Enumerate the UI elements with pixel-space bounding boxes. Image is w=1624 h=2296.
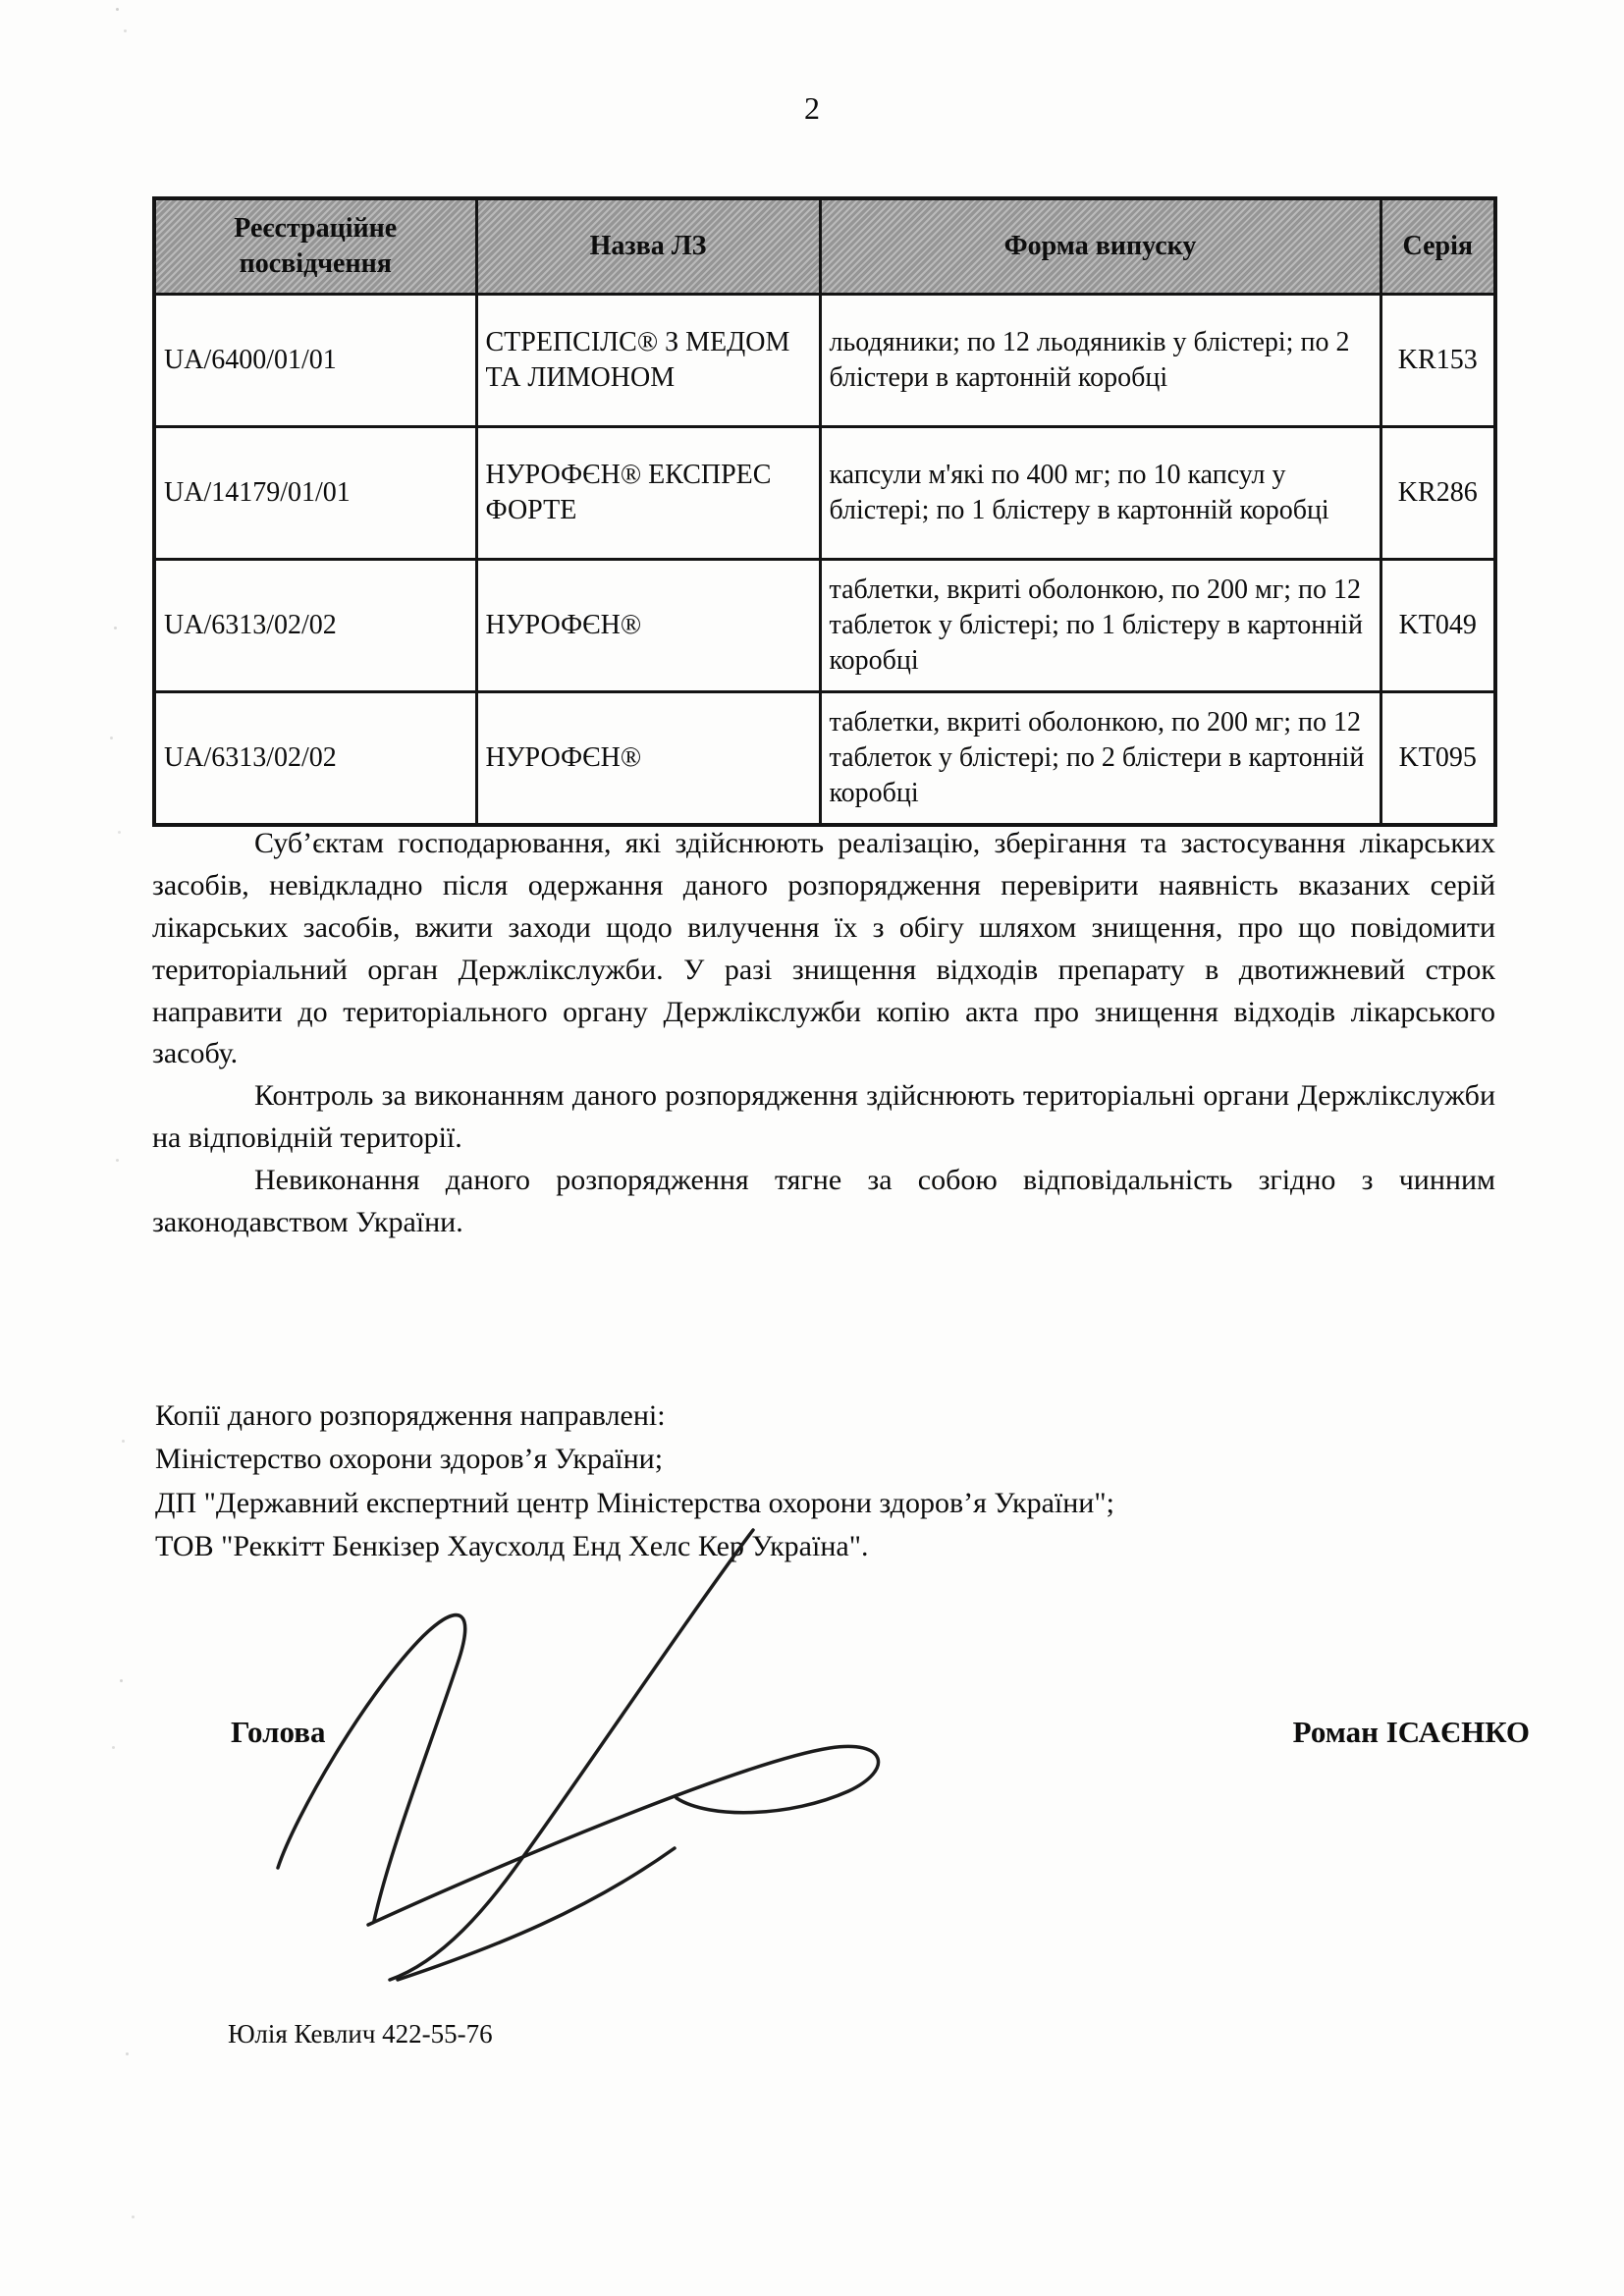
table-row — [154, 692, 1495, 826]
cell-series: KR286 — [1380, 427, 1495, 560]
table-header-row — [154, 198, 1495, 295]
table-row — [154, 560, 1495, 692]
body-paragraph: Невиконання даного розпорядження тягне за собою відповідальність згідно з чинним законодавством України. — [152, 1164, 1495, 1239]
cell-name: СТРЕПСІЛС® З МЕДОМ ТА ЛИМОНОМ — [476, 295, 820, 427]
cell-certificate: UA/6313/02/02 — [154, 560, 476, 692]
scan-speckles — [116, 8, 119, 11]
contact-footer: Юлія Кевлич 422-55-76 — [228, 2019, 493, 2049]
cell-series: KR153 — [1380, 295, 1495, 427]
table-row — [154, 427, 1495, 560]
cell-name: НУРОФЄН® ЕКСПРЕС ФОРТЕ — [476, 427, 820, 560]
copies-heading: Копії даного розпорядження направлені: — [155, 1399, 666, 1432]
handwritten-signature-icon — [250, 1524, 898, 1986]
cell-name: НУРОФЄН® — [476, 692, 820, 826]
copies-line: ТОВ "Реккітт Бенкізер Хаусхолд Енд Хелс Кер Україна". — [155, 1530, 869, 1563]
table-row — [154, 295, 1495, 427]
col-header-form: Форма випуску — [820, 198, 1380, 295]
cell-name: НУРОФЄН® — [476, 560, 820, 692]
cell-certificate: UA/6400/01/01 — [154, 295, 476, 427]
cell-form: таблетки, вкриті оболонкою, по 200 мг; по 12 таблеток у блістері; по 1 блістеру в картонній коробці — [820, 560, 1380, 692]
cell-form: таблетки, вкриті оболонкою, по 200 мг; по 12 таблеток у блістері; по 2 блістери в картонній коробці — [820, 692, 1380, 826]
body-paragraph: Контроль за виконанням даного розпорядження здійснюють територіальні органи Держлікслужби на відповідній території. — [152, 1079, 1495, 1155]
cell-certificate: UA/6313/02/02 — [154, 692, 476, 826]
col-header-certificate: Реєстраційне посвідчення — [154, 198, 476, 295]
cell-form: капсули м'які по 400 мг; по 10 капсул у блістері; по 1 блістеру в картонній коробці — [820, 427, 1380, 560]
registration-table — [152, 196, 1497, 827]
page-number: 2 — [804, 90, 820, 126]
cell-certificate: UA/14179/01/01 — [154, 427, 476, 560]
body-paragraph: Суб’єктам господарювання, які здійснюють реалізацію, зберігання та застосування лікарських засобів, невідкладно після одержання даного розпорядження перевірити наявність вказаних серій лікарських засобів, вжити заходи щодо вилучення їх з обігу шляхом знищення, про що повідомити територіальний орган Держлікслужби. У разі знищення відходів препарату в двотижневий строк направити до територіального органу Держлікслужби копію акта про знищення відходів лікарського засобу. — [152, 827, 1495, 1070]
signature-title: Голова — [231, 1715, 326, 1749]
signatory-name: Роман ІСАЄНКО — [1292, 1715, 1530, 1749]
col-header-series: Серія — [1380, 198, 1495, 295]
cell-series: KT095 — [1380, 692, 1495, 826]
cell-form: льодяники; по 12 льодяників у блістері; по 2 блістери в картонній коробці — [820, 295, 1380, 427]
col-header-name: Назва ЛЗ — [476, 198, 820, 295]
body-text — [152, 823, 1495, 1244]
copies-line: Міністерство охорони здоров’я України; — [155, 1443, 664, 1476]
cell-series: KT049 — [1380, 560, 1495, 692]
copies-line: ДП "Державний експертний центр Міністерства охорони здоров’я України"; — [155, 1486, 1114, 1519]
